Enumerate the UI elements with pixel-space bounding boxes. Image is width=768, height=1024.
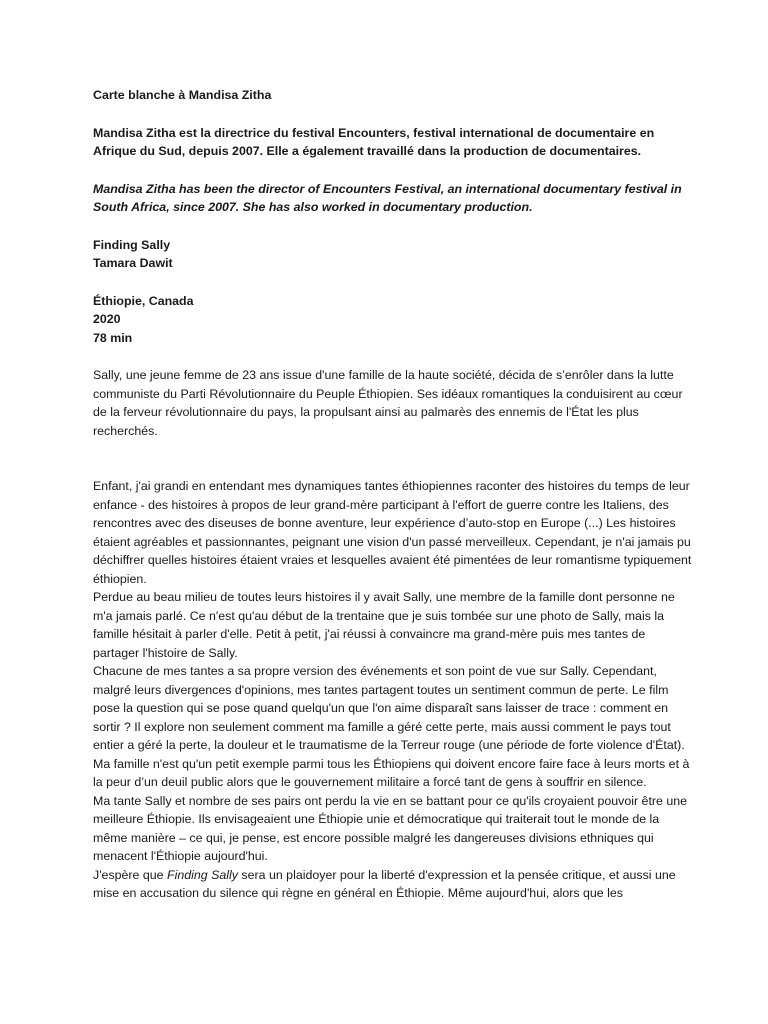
- statement-paragraph-5: [93, 866, 693, 903]
- page-heading: Carte blanche à Mandisa Zitha: [93, 88, 272, 102]
- film-title: Finding Sally: [93, 237, 171, 252]
- film-country: Éthiopie, Canada: [93, 293, 194, 308]
- statement-paragraph-1: Enfant, j'ai grandi en entendant mes dynamiques tantes éthiopiennes raconter des histoires du temps de leur enfance - des histoires à propos de leur grand-mère participant à l'effort de guerre contre les Italiens, des rencontres avec des diseuses de bonne aventure, leur expérience d’auto-stop en Europe (...) Les histoires étaient agréables et passionnantes, peignant une vision d'un passé merveilleux. Cependant, je n'ai jamais pu déchiffrer quelles histoires étaient vraies et lesquelles avaient été pimentées de leur romantisme typiquement éthiopien.: [93, 479, 692, 586]
- film-title-inline: Finding Sally: [167, 867, 238, 882]
- statement-paragraph-3: Chacune de mes tantes a sa propre version des événements et son point de vue sur Sally. Cependant, malgré leurs divergences d'opinions, mes tantes partagent toutes un sentiment commun de perte. Le film pose la question qui se pose quand quelqu'un que l'on aime disparaît sans laisser de trace : comment en sortir ? Il explore non seulement comment ma famille a géré cette perte, mais aussi comment le pays tout entier a géré la perte, la douleur et le traumatisme de la Terreur rouge (une période de forte violence d'État). Ma famille n'est qu'un petit exemple parmi tous les Éthiopiens qui doivent encore faire face à leurs morts et à la peur d’un deuil public alors que le gouvernement militaire a forcé tant de gens à souffrir en silence.: [93, 664, 690, 789]
- film-director: Tamara Dawit: [93, 256, 173, 270]
- intro-english: Mandisa Zitha has been the director of Encounters Festival, an international documentary festival in South Africa, since 2007. She has also worked in documentary production.: [93, 181, 682, 214]
- p5-end: sera un plaidoyer pour la liberté d'expression et la pensée critique, et aussi une mise en accusation du silence qui règne en général en Éthiopie. Même aujourd'hui, alors que les: [93, 867, 676, 900]
- film-year: 2020: [93, 312, 121, 326]
- document-page: [93, 86, 693, 903]
- film-synopsis: Sally, une jeune femme de 23 ans issue d'une famille de la haute société, décida de s’enrôler dans la lutte communiste du Parti Révolutionnaire du Peuple Éthiopien. Ses idéaux romantiques la conduisirent au cœur de la ferveur révolutionnaire du pays, la propulsant ainsi au palmarès des ennemis de l'État les plus recherchés.: [93, 368, 683, 438]
- intro-french: Mandisa Zitha est la directrice du festival Encounters, festival international de documentaire en Afrique du Sud, depuis 2007. Elle a également travaillé dans la production de documentaires.: [93, 125, 655, 158]
- statement-paragraph-4: Ma tante Sally et nombre de ses pairs ont perdu la vie en se battant pour ce qu'ils croyaient pouvoir être une meilleure Éthiopie. Ils envisageaient une Éthiopie unie et démocratique qui traiterait tout le monde de la même manière – ce qui, je pense, est encore possible malgré les dangereuses divisions ethniques qui menacent l'Éthiopie aujourd'hui.: [93, 793, 688, 863]
- p5-start: J'espère que: [93, 867, 168, 882]
- film-duration: 78 min: [93, 330, 133, 345]
- statement-paragraph-2: Perdue au beau milieu de toutes leurs histoires il y avait Sally, une membre de la famille dont personne ne m'a jamais parlé. Ce n'est qu'au début de la trentaine que je suis tombée sur une photo de Sally, mais la famille hésitait à parler d'elle. Petit à petit, j'ai réussi à convaincre ma grand-mère puis mes tantes de partager l'histoire de Sally.: [93, 590, 675, 660]
